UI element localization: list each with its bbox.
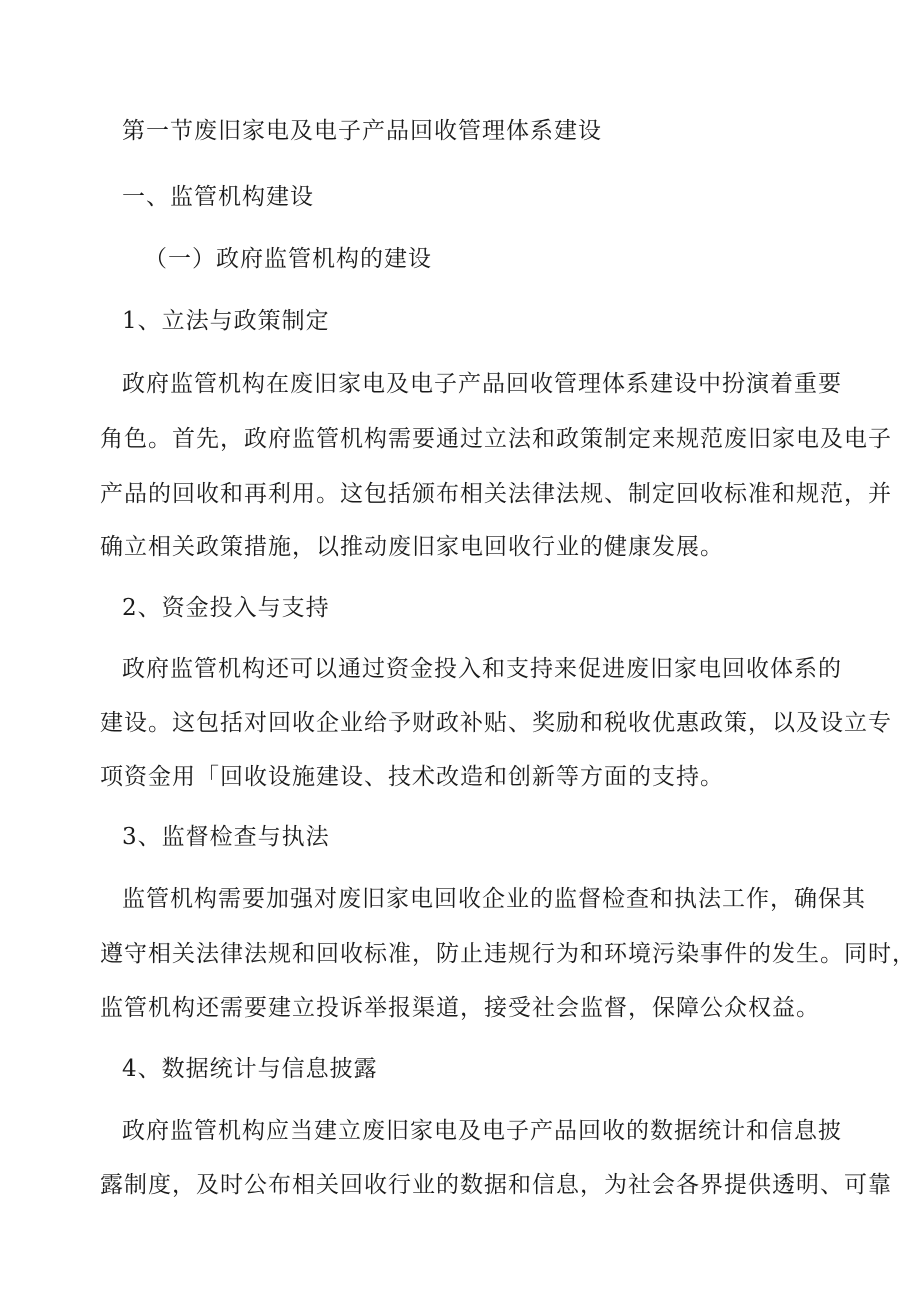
heading-level-2: （一）政府监管机构的建设 — [144, 246, 432, 272]
section-title: 第一节废旧家电及电子产品回收管理体系建设 — [122, 118, 602, 144]
paragraph-line: 建设。这包括对回收企业给予财政补贴、奖励和税收优惠政策，以及设立专 — [100, 710, 892, 736]
paragraph-line: 露制度，及时公布相关回收行业的数据和信息，为社会各界提供透明、可靠 — [100, 1172, 892, 1198]
paragraph-line: 项资金用「回收设施建设、技术改造和创新等方面的支持。 — [100, 764, 724, 790]
paragraph-line: 遵守相关法律法规和回收标准，防止违规行为和环境污染事件的发生。同时， — [100, 941, 916, 967]
paragraph-line: 确立相关政策措施，以推动废旧家电回收行业的健康发展。 — [100, 534, 724, 560]
item-title-3: 3、监督检查与执法 — [122, 824, 330, 850]
paragraph-line: 监管机构还需要建立投诉举报渠道，接受社会监督，保障公众权益。 — [100, 995, 820, 1021]
paragraph-line: 政府监管机构应当建立废旧家电及电子产品回收的数据统计和信息披 — [122, 1118, 842, 1144]
paragraph-line: 政府监管机构在废旧家电及电子产品回收管理体系建设中扮演着重要 — [122, 371, 842, 397]
item-title-4: 4、数据统计与信息披露 — [122, 1056, 378, 1082]
item-title-2: 2、资金投入与支持 — [122, 595, 330, 621]
paragraph-line: 角色。首先，政府监管机构需要通过立法和政策制定来规范废旧家电及电子 — [100, 426, 892, 452]
paragraph-line: 政府监管机构还可以通过资金投入和支持来促进废旧家电回收体系的 — [122, 656, 842, 682]
paragraph-line: 监管机构需要加强对废旧家电回收企业的监督检查和执法工作，确保其 — [122, 886, 866, 912]
item-title-1: 1、立法与政策制定 — [122, 308, 330, 334]
heading-level-1: 一、监管机构建设 — [122, 184, 314, 210]
paragraph-line: 产品的回收和再利用。这包括颁布相关法律法规、制定回收标准和规范，并 — [100, 481, 892, 507]
